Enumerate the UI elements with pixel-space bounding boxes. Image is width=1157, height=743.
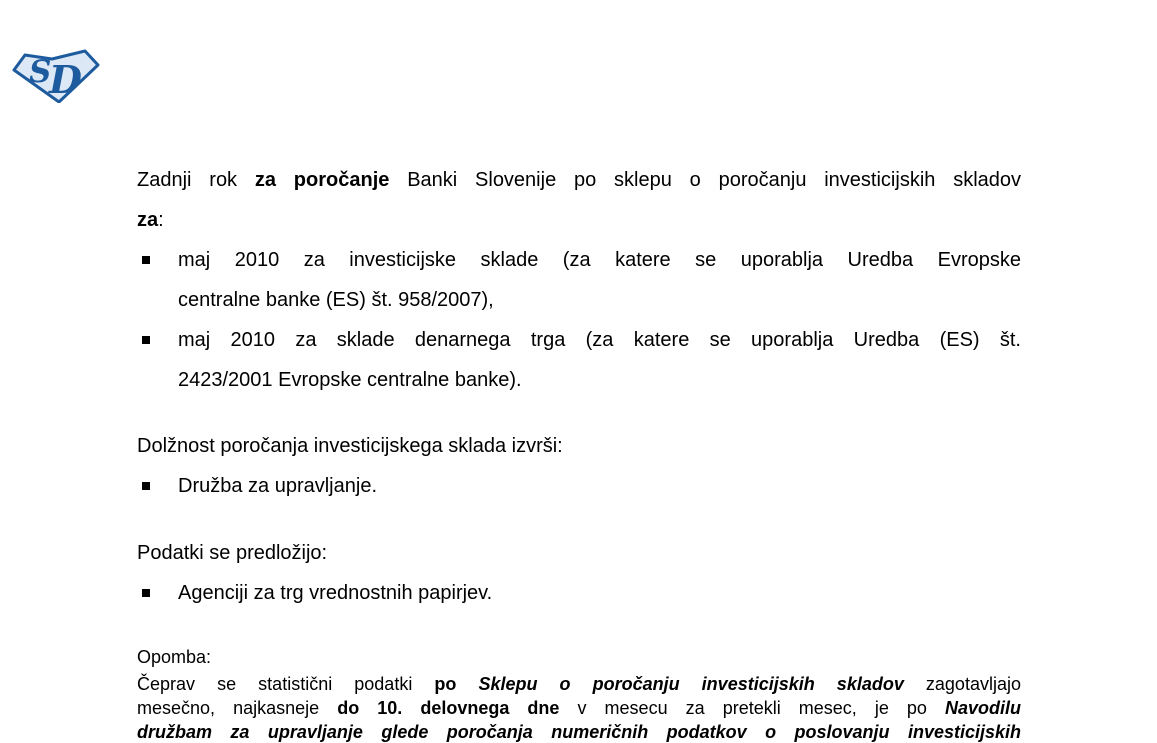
list-item-line-2: 2423/2001 Evropske centralne banke).: [178, 369, 522, 391]
list-item-line-2: centralne banke (ES) št. 958/2007),: [178, 289, 494, 311]
intro-line-2: [137, 200, 1021, 240]
bullet-square-icon: [142, 336, 150, 344]
text-segment: v mesecu za pretekli mesec, je po: [559, 698, 945, 718]
deadline-list: [137, 240, 1021, 400]
note-line-1: [137, 672, 1021, 696]
note-line-2: [137, 696, 1021, 720]
list-item-line-1: maj 2010 za investicijske sklade (za katere se uporablja Uredba Evropske: [178, 249, 1021, 271]
text-segment: zagotavljajo: [903, 674, 1021, 694]
duty-list: [137, 466, 1021, 506]
note-heading: Opomba:: [137, 647, 212, 667]
bullet-square-icon: [142, 589, 150, 597]
list-item: [137, 466, 1021, 506]
list-item-line-1: maj 2010 za sklade denarnega trga (za katere se uporablja Uredba (ES) št.: [178, 329, 1021, 351]
text-segment: :: [158, 209, 164, 231]
bullet-square-icon: [142, 482, 150, 490]
bullet-square-icon: [142, 256, 150, 264]
list-item: [137, 573, 1021, 613]
note-paragraph: [137, 672, 1021, 743]
submission-list: [137, 573, 1021, 613]
text-segment: mesečno, najkasneje: [137, 698, 338, 718]
list-item: [137, 320, 1021, 400]
text-segment-bold: po: [434, 674, 479, 694]
text-segment: Banki Slovenije po sklepu o poročanju investicijskih skladov: [389, 169, 1022, 191]
text-segment-bold: za: [137, 209, 159, 231]
list-item: [137, 240, 1021, 320]
text-segment-bold-italic: Sklepu o poročanju investicijskih skladov: [478, 674, 904, 694]
duty-heading: Dolžnost poročanja investicijskega sklada izvrši:: [137, 435, 563, 457]
logo-letter-d: D: [49, 57, 82, 102]
text-segment: Čeprav se statistični podatki: [137, 674, 435, 694]
submission-heading: Podatki se predložijo:: [137, 542, 328, 564]
text-segment-bold: za poročanje: [254, 169, 390, 191]
intro-line-1: [137, 160, 1021, 200]
text-segment-bold-italic: Navodilu: [945, 698, 1022, 718]
note-line-3: [137, 720, 1021, 743]
logo-letter-s: S: [29, 54, 52, 90]
text-segment-bold: do 10. delovnega dne: [337, 698, 560, 718]
list-item-line-1: Agenciji za trg vrednostnih papirjev.: [178, 582, 493, 604]
text-segment: Zadnji rok: [137, 169, 255, 191]
text-segment-bold-italic: družbam za upravljanje glede poročanja numeričnih podatkov o poslovanju investicijskih: [137, 722, 1021, 742]
intro-paragraph: [137, 160, 1021, 240]
list-item-line-1: Družba za upravljanje.: [178, 475, 377, 497]
sd-diamond-logo: [12, 49, 100, 103]
